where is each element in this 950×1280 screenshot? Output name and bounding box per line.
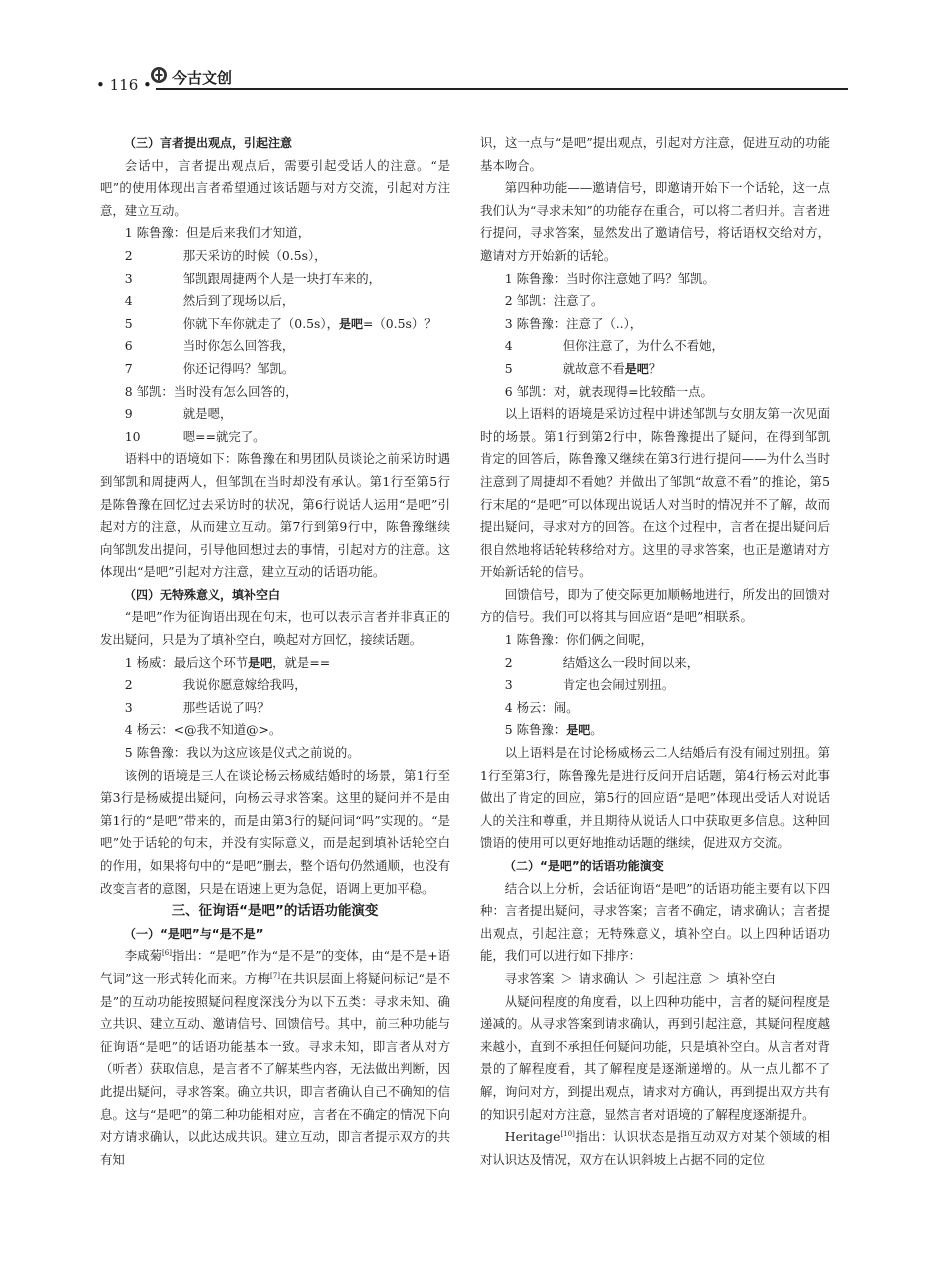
paragraph: 以上语料的语境是采访过程中讲述邹凯与女朋友第一次见面时的场景。第1行到第2行中，陈鲁豫提出了疑问，在得到邹凯肯定的回答后，陈鲁豫又继续在第3行进行提问——为什么当时注意到了周捷却不看她？并做出了邹凯“故意不看”的推论，第5行末尾的“是吧”可以体现出说话人对当时的情况并不了解，故而提出疑问，寻求对方的回答。在这个过程中，言者在提出疑问后很自然地将话轮转移给对方。这里的寻求答案，也正是邀请对方开始新话轮的信号。 [480, 406, 830, 580]
transcript-line: 1 陈鲁豫：你们俩之间呢， [504, 632, 653, 648]
transcript-line: 2 邹凯：注意了。 [504, 293, 604, 309]
transcript-line: 5 你就下车你就走了（0.5s），是吧=（0.5s）？ [124, 315, 437, 331]
paragraph: 从疑问程度的角度看，以上四种功能中，言者的疑问程度是递减的。从寻求答案到请求确认，再到引起注意，其疑问程度越来越小，直到不承担任何疑问功能，只是填补空白。从言者对背景的了解程度看，其了解程度是逐渐递增的。从一点儿都不了解，询问对方，到提出观点，请求对方确认，再到提出双方共有的知识引起对方注意，显然言者对语境的了解程度逐渐提升。 [480, 993, 830, 1122]
transcript-line: 1 陈鲁豫：但是后来我们才知道， [124, 225, 311, 241]
transcript-line: 3 那些话说了吗？ [124, 699, 270, 715]
header-rule [156, 88, 848, 90]
transcript-line: 2 我说你愿意嫁给我吗， [124, 677, 307, 693]
paragraph: 语料中的语境如下：陈鲁豫在和男团队员谈论之前采访时遇到邹凯和周捷两人，但邹凯在当时却没有承认。第1行至第5行是陈鲁豫在回忆过去采访时的状况，第6行说话人运用“是吧”引起对方的注意，从而建立互动。第7行到第9行中，陈鲁豫继续向邹凯发出提问，引导他回想过去的事情，引起对方的注意。这体现出“是吧”引起对方注意，建立互动的话语功能。 [100, 451, 450, 580]
journal-logo-icon [150, 66, 168, 84]
transcript-line: 5 陈鲁豫：我以为这应该是仪式之前说的。 [124, 745, 360, 761]
paragraph: 该例的语境是三人在谈论杨云杨威结婚时的场景，第1行至第3行是杨威提出疑问，向杨云寻求答案。这里的疑问并不是由第1行的“是吧”带来的，而是由第3行的疑问词“吗”实现的。“是吧”处于话轮的句末，并没有实际意义，而是起到填补话轮空白的作用，如果将句中的“是吧”删去，整个语句仍然通顺，也没有改变言者的意图，只是在语速上更为急促，语调上更加平稳。 [100, 767, 450, 896]
paragraph: 识，这一点与“是吧”提出观点，引起对方注意，促进互动的功能基本吻合。 [480, 135, 830, 173]
paragraph: 结合以上分析，会话征询语“是吧”的话语功能主要有以下四种：言者提出疑问，寻求答案；言者不确定，请求确认；言者提出观点，引起注意；无特殊意义，填补空白。以上四种话语功能，我们可以进行如下排序： [480, 880, 830, 964]
transcript-line: 8 邹凯：当时没有怎么回答的， [124, 383, 298, 399]
journal-name: 今古文创 [172, 69, 233, 87]
paragraph: Heritage[10]指出：认识状态是指互动双方对某个领域的相对认识达及情况，双方在认识斜坡上占据不同的定位 [480, 1129, 830, 1167]
transcript-line: 6 当时你怎么回答我， [124, 338, 295, 354]
paragraph: 李咸菊[6]指出：“是吧”作为“是不是”的变体，由“是不是+语气词”这一形式转化而来。方梅[7]在共识层面上将疑问标记“是不是”的互动功能按照疑问程度深浅分为以下五类：寻求未知、确立共识、建立互动、邀请信号、回馈信号。其中，前三种功能与征询语“是吧”的话语功能基本一致。寻求未知，即言者从对方（听者）获取信息，是言者不了解某些内容，无法做出判断，因此提出疑问，寻求答案。确立共识，即言者确认自己不确知的信息。这与“是吧”的第二种功能相对应，言者在不确定的情况下向对方请求确认，以此达成共识。建立互动，即言者提示双方的共有知 [100, 948, 451, 1167]
citation: [7] [270, 971, 280, 980]
section-heading: （二）“是吧”的话语功能演变 [504, 859, 664, 873]
transcript-line: 7 你还记得吗？邹凯。 [124, 360, 295, 376]
transcript-line: 1 杨威：最后这个环节是吧，就是== [124, 654, 331, 670]
page-number: • 116 • [96, 76, 152, 94]
section-heading-major: 三、征询语“是吧”的话语功能演变 [171, 903, 379, 920]
transcript-line: 9 就是嗯， [124, 406, 233, 422]
running-header [96, 66, 848, 94]
paragraph: 以上语料是在讨论杨威杨云二人结婚后有没有闹过别扭。第1行至第3行，陈鲁豫先是进行反问开启话题，第4行杨云对此事做出了肯定的回应，第5行的回应语“是吧”体现出受话人对说话人的关注和尊重，并且期待从说话人口中获取更多信息。这种回馈语的使用可以更好地推动话题的继续，促进双方交流。 [480, 745, 830, 851]
transcript-line: 6 邹凯：对，就表现得=比较酷一点。 [504, 383, 713, 399]
transcript-line: 3 陈鲁豫：注意了（..）， [504, 315, 643, 331]
transcript-line: 5 就故意不看是吧？ [504, 360, 662, 376]
ranking-formula: 寻求答案 ＞ 请求确认 ＞ 引起注意 ＞ 填补空白 [504, 970, 776, 986]
right-column [480, 132, 830, 1171]
paragraph: 回馈信号，即为了使交际更加顺畅地进行，所发出的回馈对方的信号。我们可以将其与回应语“是吧”相联系。 [480, 586, 830, 625]
transcript-line: 10 嗯==就完了。 [124, 428, 266, 444]
paragraph: 会话中，言者提出观点后，需要引起受话人的注意。“是吧”的使用体现出言者希望通过该话题与对方交流，引起对方注意，建立互动。 [100, 157, 450, 218]
paragraph: “是吧”作为征询语出现在句末，也可以表示言者并非真正的发出疑问，只是为了填补空白，唤起对方回忆，接续话题。 [100, 609, 450, 648]
transcript-line: 5 陈鲁豫：是吧。 [504, 722, 603, 738]
transcript-line: 2 那天采访的时候（0.5s）， [124, 247, 327, 263]
citation: [6] [162, 949, 172, 958]
transcript-line: 4 但你注意了，为什么不看她， [504, 338, 724, 354]
transcript-line: 4 然后到了现场以后， [124, 293, 295, 309]
citation: [10] [560, 1130, 575, 1138]
section-heading: （四）无特殊意义，填补空白 [124, 587, 281, 602]
transcript-line: 3 肯定也会闹过别扭。 [504, 677, 675, 693]
transcript-line: 4 杨云：闹。 [504, 699, 579, 715]
transcript-line: 1 陈鲁豫：当时你注意她了吗？邹凯。 [504, 270, 715, 286]
left-column [100, 132, 450, 1171]
transcript-line: 4 杨云：<@我不知道@>。 [124, 722, 282, 738]
section-heading: （一）“是吧”与“是不是” [124, 926, 264, 941]
section-heading: （三）言者提出观点，引起注意 [124, 136, 293, 150]
paragraph: 第四种功能——邀请信号，即邀请开始下一个话轮，这一点我们认为“寻求未知”的功能存在重合，可以将二者归并。言者进行提问，寻求答案，显然发出了邀请信号，将话语权交给对方，邀请对方开始新的话轮。 [480, 180, 830, 263]
transcript-line: 2 结婚这么一段时间以来， [504, 654, 700, 670]
transcript-line: 3 邹凯跟周捷两个人是一块打车来的， [124, 270, 382, 286]
